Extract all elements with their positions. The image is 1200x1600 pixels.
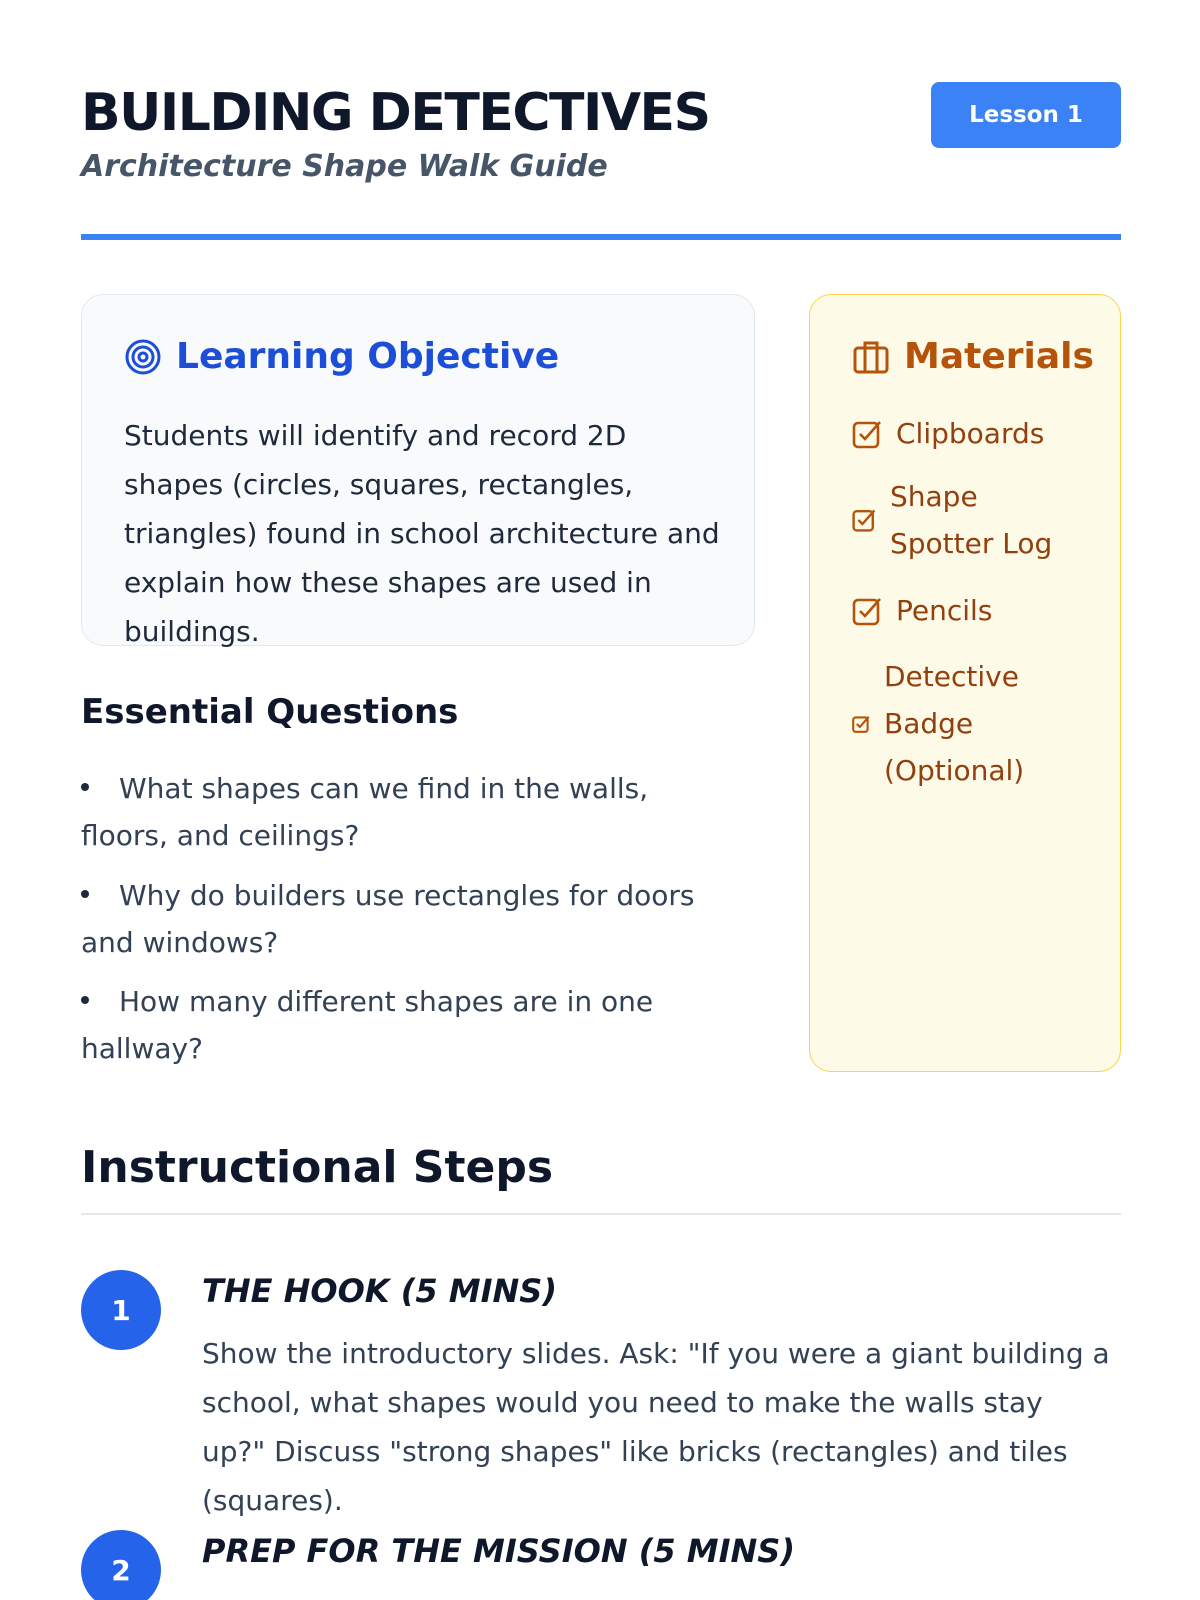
step-number-badge: 1 — [81, 1270, 161, 1350]
materials-item-label: Detective Badge (Optional) — [884, 660, 1025, 787]
question-text: What shapes can we find in the walls, floors, and ceilings? — [81, 772, 649, 852]
materials-header — [852, 335, 1094, 379]
materials-item-label: Pencils — [896, 594, 993, 627]
materials-title: Materials — [904, 336, 1094, 377]
instructional-steps-title: Instructional Steps — [81, 1142, 554, 1193]
header-divider — [81, 234, 1121, 240]
materials-card — [809, 294, 1121, 1072]
briefcase-icon — [852, 338, 890, 376]
page-subtitle: Architecture Shape Walk Guide — [81, 149, 608, 184]
question-item — [81, 872, 741, 966]
materials-item-label: Clipboards — [896, 417, 1045, 450]
learning-objective-text: Students will identify and record 2D shapes (circles, squares, rectangles, triangles) found in school architecture and explain how these shapes are used in buildings. — [124, 419, 720, 648]
bullet-icon — [81, 996, 89, 1004]
page-header — [81, 82, 1121, 242]
checkbox-icon — [852, 715, 870, 733]
materials-item — [852, 653, 1054, 794]
step-title: PREP FOR THE MISSION (5 MINS) — [202, 1532, 795, 1570]
step-body: Show the introductory slides. Ask: "If you were a giant building a school, what shapes would you need to make the walls stay up?" Discuss "strong shapes" like bricks (rectangles) and tiles (squares). — [202, 1337, 1110, 1517]
question-text: How many different shapes are in one hallway? — [81, 985, 654, 1065]
checkbox-icon — [852, 508, 876, 532]
essential-questions-title: Essential Questions — [81, 692, 459, 732]
question-text: Why do builders use rectangles for doors and windows? — [81, 879, 695, 959]
step-title: THE HOOK (5 MINS) — [202, 1272, 557, 1310]
bullet-icon — [81, 783, 89, 791]
bullet-icon — [81, 890, 89, 898]
materials-item-label: Shape Spotter Log — [890, 480, 1053, 560]
materials-item — [852, 587, 992, 634]
learning-objective-card — [81, 294, 755, 646]
question-item — [81, 978, 741, 1072]
page-title: BUILDING DETECTIVES — [81, 83, 710, 143]
steps-divider — [81, 1213, 1121, 1215]
learning-objective-title: Learning Objective — [176, 336, 560, 377]
step-number-badge: 2 — [81, 1530, 161, 1600]
question-item — [81, 765, 741, 859]
lesson-badge: Lesson 1 — [931, 82, 1121, 148]
materials-item — [852, 473, 1060, 567]
materials-item — [852, 410, 1044, 457]
target-icon — [124, 338, 162, 376]
checkbox-icon — [852, 596, 882, 626]
checkbox-icon — [852, 419, 882, 449]
learning-objective-header — [124, 335, 559, 379]
